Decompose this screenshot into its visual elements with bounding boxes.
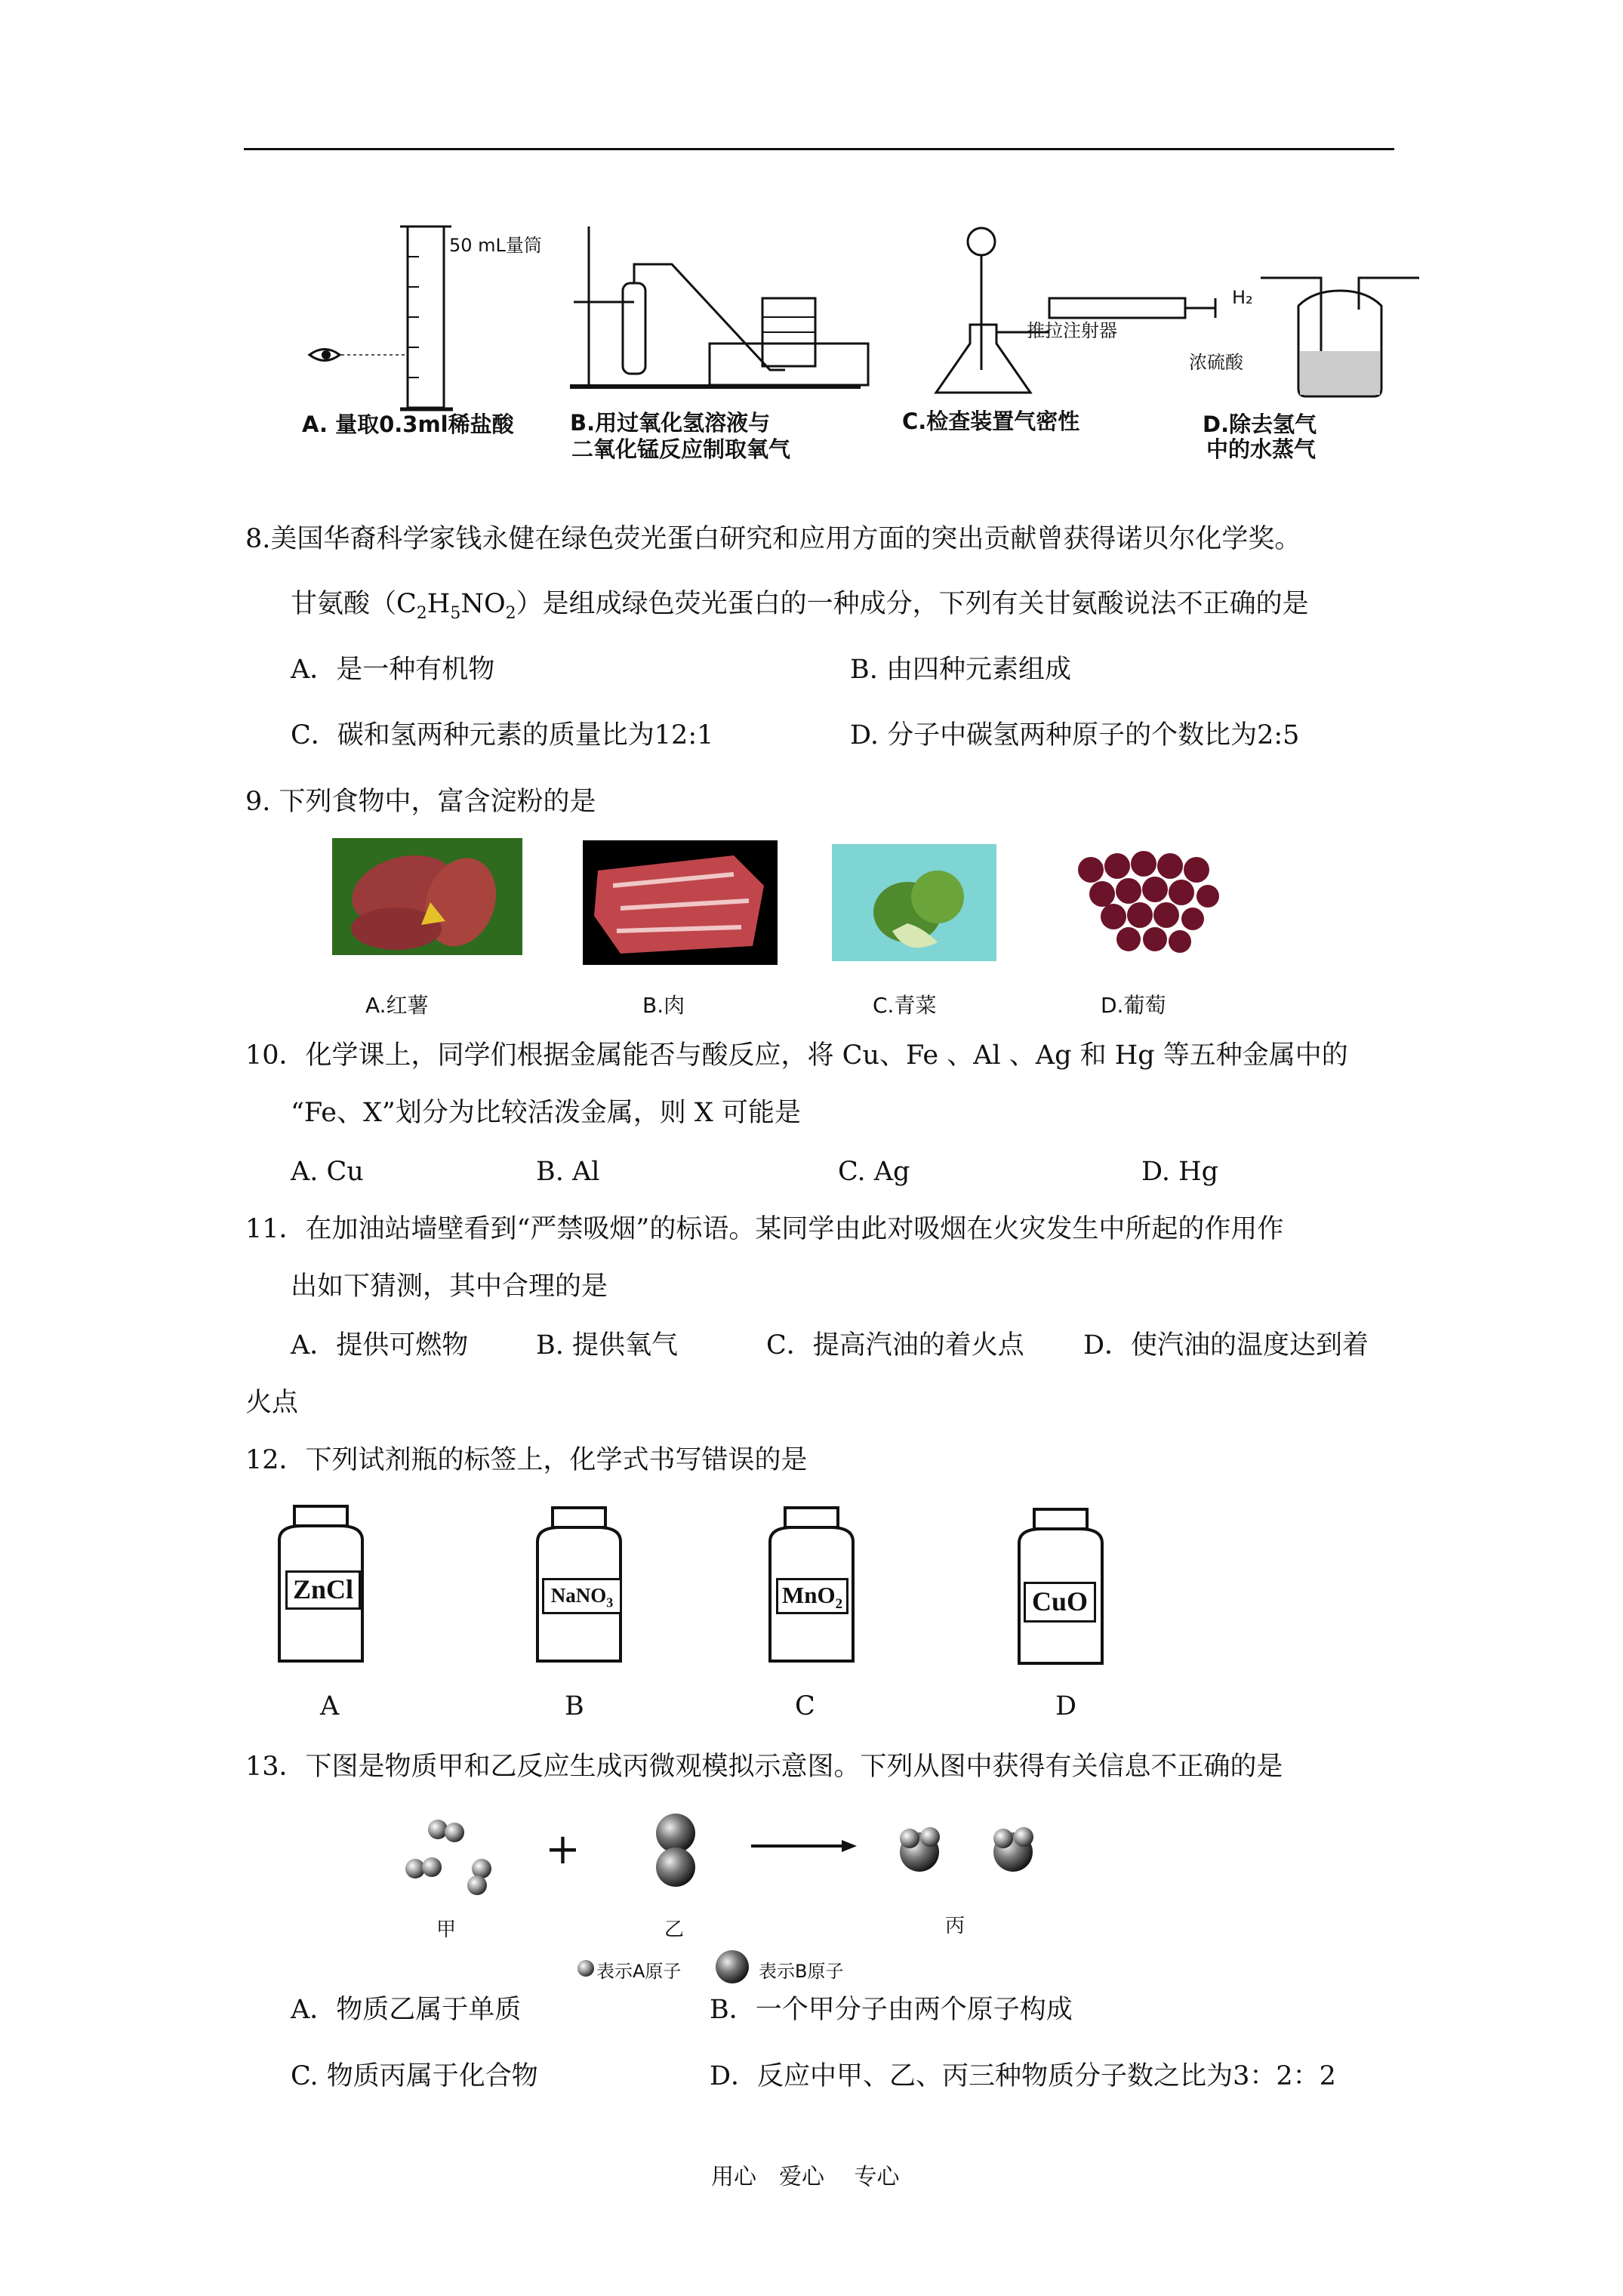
legend-a-label: 表示A原子 bbox=[596, 1961, 682, 1982]
glycine-formula: $C_2H_5NO_2$ bbox=[396, 589, 516, 623]
page-footer: 用心 爱心 专心 bbox=[711, 2164, 900, 2190]
bottle-d-label: CuO bbox=[1024, 1582, 1096, 1623]
q11-option-d-cont: 火点 bbox=[245, 1388, 299, 1418]
q11-option-b: B. 提供氧气 bbox=[536, 1330, 678, 1361]
q8-line1: 8.美国华裔科学家钱永健在绿色荧光蛋白研究和应用方面的突出贡献曾获得诺贝尔化学奖。 bbox=[245, 524, 1301, 554]
acid-label: 浓硫酸 bbox=[1189, 352, 1243, 373]
plus-sign: + bbox=[545, 1825, 581, 1874]
q9-label-b: B.肉 bbox=[642, 993, 685, 1018]
sweet-potato-image bbox=[332, 838, 522, 955]
q10-option-d: D. Hg bbox=[1141, 1157, 1218, 1187]
meat-icon bbox=[583, 840, 778, 965]
cylinder-label: 50 mL量筒 bbox=[449, 235, 542, 256]
yi-label: 乙 bbox=[664, 1918, 685, 1941]
syringe-label: 推拉注射器 bbox=[1027, 320, 1117, 341]
bing-molecules bbox=[900, 1827, 1033, 1872]
q11-line2: 出如下猜测，其中合理的是 bbox=[291, 1271, 608, 1302]
reaction-arrow bbox=[751, 1840, 857, 1852]
legend-atom-a-icon bbox=[577, 1960, 594, 1977]
caption-a: A. 量取0.3ml稀盐酸 bbox=[302, 411, 514, 437]
caption-d-line1: D.除去氢气 bbox=[1203, 411, 1317, 437]
q11-line1: 11．在加油站墙壁看到“严禁吸烟”的标语。某同学由此对吸烟在火灾发生中所起的作用作 bbox=[245, 1214, 1284, 1244]
bottle-b-label: NaNO$_3$ bbox=[542, 1578, 622, 1614]
grapes-image bbox=[1061, 832, 1233, 975]
hydrogen-label: H₂ bbox=[1232, 287, 1253, 308]
caption-c: C.检查装置气密性 bbox=[902, 408, 1080, 434]
q9-label-a: A.红薯 bbox=[365, 993, 429, 1018]
q12-stem: 12．下列试剂瓶的标签上，化学式书写错误的是 bbox=[245, 1445, 808, 1475]
q8-line2-pre: 甘氨酸（ bbox=[291, 589, 397, 619]
q10-option-a: A. Cu bbox=[291, 1157, 364, 1187]
q10-line1: 10．化学课上，同学们根据金属能否与酸反应，将 Cu、Fe 、Al 、Ag 和 Hg 等五种金属中的 bbox=[245, 1040, 1348, 1071]
q8-line2 bbox=[291, 587, 1309, 630]
bottle-c-letter: C bbox=[795, 1691, 815, 1721]
sweet-potato-icon bbox=[332, 838, 522, 955]
q9-stem: 9. 下列食物中，富含淀粉的是 bbox=[245, 787, 596, 817]
bing-label: 丙 bbox=[945, 1915, 965, 1937]
legend-b-label: 表示B原子 bbox=[759, 1961, 844, 1982]
bottle-c-label: MnO$_2$ bbox=[776, 1578, 848, 1614]
eye-icon bbox=[310, 350, 408, 361]
legend-atom-b-icon bbox=[716, 1950, 749, 1983]
meat-image bbox=[583, 840, 778, 965]
q11-option-c: C．提高汽油的着火点 bbox=[766, 1330, 1024, 1361]
caption-b-line1: B.用过氧化氢溶液与 bbox=[570, 410, 771, 436]
q8-option-b: B. 由四种元素组成 bbox=[850, 655, 1071, 685]
graduated-cylinder bbox=[400, 227, 453, 409]
jia-molecules bbox=[405, 1820, 491, 1895]
caption-d-line2: 中的水蒸气 bbox=[1206, 436, 1317, 462]
bottle-d-letter: D bbox=[1055, 1691, 1077, 1721]
q8-option-d: D. 分子中碳氢两种原子的个数比为2:5 bbox=[850, 720, 1300, 750]
q10-line2: “Fe、X”划分为比较活泼金属，则 X 可能是 bbox=[291, 1098, 801, 1128]
grapes-icon bbox=[1061, 832, 1233, 975]
q13-stem: 13．下图是物质甲和乙反应生成丙微观模拟示意图。下列从图中获得有关信息不正确的是 bbox=[245, 1752, 1283, 1782]
vegetable-image bbox=[832, 844, 996, 961]
bottle-a-letter: A bbox=[320, 1691, 340, 1721]
header-rule bbox=[244, 148, 1394, 150]
airtightness-apparatus bbox=[936, 228, 1215, 393]
gas-generation-apparatus bbox=[570, 227, 868, 387]
q13-option-a: A．物质乙属于单质 bbox=[291, 1995, 522, 2025]
caption-b-line2: 二氧化锰反应制取氧气 bbox=[571, 436, 791, 462]
q10-option-b: B. Al bbox=[536, 1157, 600, 1187]
q8-line2-post: ）是组成绿色荧光蛋白的一种成分，下列有关甘氨酸说法不正确的是 bbox=[516, 589, 1309, 619]
q13-option-b: B．一个甲分子由两个原子构成 bbox=[710, 1995, 1073, 2025]
gas-washing-bottle bbox=[1261, 278, 1419, 396]
jia-label: 甲 bbox=[436, 1918, 457, 1941]
q13-option-d: D．反应中甲、乙、丙三种物质分子数之比为3：2：2 bbox=[710, 2061, 1336, 2091]
q13-option-c: C. 物质丙属于化合物 bbox=[291, 2061, 538, 2091]
q9-label-d: D.葡萄 bbox=[1101, 993, 1166, 1018]
q11-option-a: A．提供可燃物 bbox=[291, 1330, 469, 1361]
q8-option-c: C．碳和氢两种元素的质量比为12:1 bbox=[291, 720, 714, 750]
q8-option-a: A．是一种有机物 bbox=[291, 655, 495, 685]
q9-label-c: C.青菜 bbox=[873, 993, 937, 1018]
q11-option-d: D．使汽油的温度达到着 bbox=[1083, 1330, 1369, 1361]
yi-molecules bbox=[656, 1814, 695, 1887]
bottle-b-letter: B bbox=[565, 1691, 584, 1721]
q10-option-c: C. Ag bbox=[838, 1157, 910, 1187]
reaction-diagram bbox=[393, 1808, 1072, 2005]
reagent-bottles bbox=[272, 1499, 1147, 1672]
bottle-a-label: ZnCl bbox=[285, 1570, 361, 1610]
bok-choy-icon bbox=[832, 844, 996, 961]
